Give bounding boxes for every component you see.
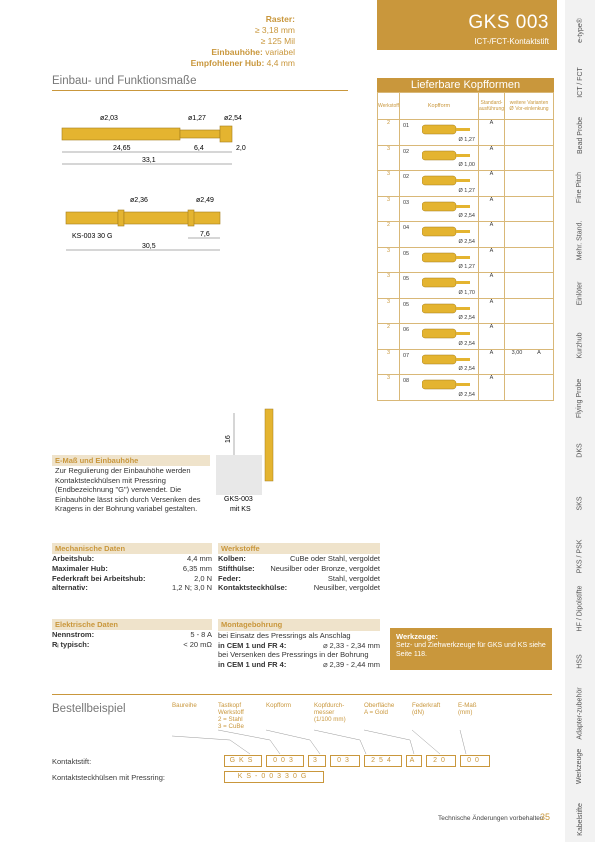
data-value: 1,2 N; 3,0 N [171,583,212,593]
side-tab[interactable] [565,526,595,586]
bohr-box [218,619,380,670]
spec-row [191,36,295,47]
cell-werkstoff: 3 [378,349,400,375]
probe-head-icon [422,123,470,136]
elek-title: Elektrische Daten [52,619,212,630]
bohr-line-3: bei Versenken des Pressrings in der Bohrung [218,650,369,660]
probe-head-icon [422,276,470,289]
data-row [218,583,380,593]
pin-d3: ø2,54 [224,115,242,122]
order-code-pin [224,755,494,767]
tools-title: Werkzeuge: [396,632,438,641]
cell-kopfform: 05 Ø 1,27 [399,247,478,273]
side-tab[interactable] [565,421,595,481]
probe-head-icon [422,174,470,187]
cell-weitere [505,324,554,350]
cell-weitere [505,273,554,299]
side-tab-label: Kurzhub [576,332,584,359]
divider [52,90,348,91]
cell-werkstoff: 3 [378,171,400,197]
sleeve-d2: ø2,49 [196,197,214,204]
order-hdr-emass: E-Maß (mm) [458,702,477,716]
side-tab-label: Kabelstifte [576,802,584,836]
pin-l1: 24,65 [113,145,131,152]
spec-summary [191,14,295,69]
mech-box [52,543,212,593]
bohr-key-2: in CEM 1 und FR 4: [218,640,287,650]
cell-kopfform: 05 Ø 1,70 [399,273,478,299]
cell-weitere: 3,00 A [505,349,554,375]
table-row [378,349,554,375]
bohr-val-2: ⌀ 2,33 - 2,34 mm [322,640,380,650]
sleeve-d1: ø2,36 [130,197,148,204]
data-row [52,630,212,640]
sleeve-total: 30,5 [142,243,156,250]
cell-standard: A [478,222,504,248]
cell-werkstoff: 3 [378,196,400,222]
cell-weitere [505,298,554,324]
order-hdr-feder: Federkraft (dN) [412,702,441,716]
side-tab[interactable] [565,0,595,60]
spec-row [191,47,295,58]
col-werkstoff: Werkstoff [378,93,400,120]
spec-label: Raster: [265,14,295,24]
data-key: Maximaler Hub: [52,563,108,573]
cell-standard: A [478,145,504,171]
data-row [218,574,380,584]
side-tab[interactable] [565,263,595,323]
order-hdr-ober: Oberfläche A = Gold [364,702,395,716]
cell-weitere [505,247,554,273]
data-value: < 20 mΩ [183,639,212,649]
order-code-segment: 3 [308,755,326,767]
cell-kopfform: 03 Ø 2,54 [399,196,478,222]
side-tab[interactable] [565,789,595,849]
side-tab-label: DKS [576,443,584,458]
order-hdr-kopfform: Kopfform [266,702,291,709]
side-tab-label: Flying Probe [576,378,584,418]
werk-box [218,543,380,593]
head-forms-title: Lieferbare Kopfformen [377,78,554,92]
cell-werkstoff: 2 [378,324,400,350]
cell-kopfform: 02 Ø 1,00 [399,145,478,171]
cell-werkstoff: 3 [378,247,400,273]
mount-height: 16 [225,435,232,443]
cell-standard: A [478,120,504,146]
mount-drawing [216,405,286,515]
pin-l3: 2,0 [236,145,246,152]
dimensions-title: Einbau- und Funktionsmaße [52,75,197,87]
order-code-segment: GKS [224,755,262,767]
probe-head-icon [422,200,470,213]
probe-head-icon [422,327,470,340]
side-tab-label: Einlöter [576,281,584,305]
probe-head-icon [422,225,470,238]
cell-standard: A [478,273,504,299]
order-hdr-kopfd: Kopfdurch- messer (1/100 mm) [314,702,346,723]
order-hdr-tastkopf: Tastkopf Werkstoff 2 = Stahl 3 = CuBe [218,702,244,730]
data-row [218,564,380,574]
probe-head-icon [422,302,470,315]
col-kopfform: Kopfform [399,93,478,120]
cell-weitere [505,145,554,171]
page-title: GKS 003 [468,12,549,33]
data-row [52,564,212,574]
data-key: Federkraft bei Arbeitshub: [52,573,146,583]
probe-head-icon [422,149,470,162]
data-key: Kontaktsteckhülse: [218,583,288,593]
data-value: Stahl, vergoldet [327,573,380,583]
cell-werkstoff: 3 [378,273,400,299]
side-tab[interactable] [565,316,595,376]
data-row [52,583,212,593]
side-tab[interactable] [565,473,595,533]
data-key: Rᵢ typisch: [52,639,90,649]
col-weitere: weitere Varianten Ø Vor-einlenkung [505,93,554,120]
mount-caption-1: GKS-003 [224,496,253,503]
table-row [378,196,554,222]
cell-kopfform: 05 Ø 2,54 [399,298,478,324]
sleeve-label: KS-003 30 G [72,233,113,240]
bohr-val-4: ⌀ 2,39 - 2,44 mm [322,660,380,670]
cell-standard: A [478,247,504,273]
mount-caption-2: mit KS [230,506,251,513]
page-number: 35 [540,812,551,822]
cell-werkstoff: 3 [378,375,400,401]
pin-total: 33,1 [142,157,156,164]
side-tab[interactable] [565,579,595,639]
spec-value: variabel [265,47,295,57]
data-key: Feder: [218,573,241,583]
data-row [52,554,212,564]
werk-rows [218,554,380,593]
cell-standard: A [478,171,504,197]
probe-head-icon [422,353,470,366]
data-value: Neusilber, vergoldet [313,583,380,593]
order-code-segment: 03 [330,755,360,767]
title-banner [377,0,557,50]
table-row [378,375,554,401]
page-subtitle: ICT-/FCT-Kontaktstift [474,37,549,46]
emass-box [52,455,210,514]
spec-label: Einbauhöhe: [211,47,263,57]
cell-weitere [505,196,554,222]
side-tab-label: Adapter-zubehör [576,687,584,740]
side-tab-label: PKS / PSK [576,539,584,573]
side-tab-label: Bead Probe [576,116,584,154]
emass-title: E-Maß und Einbauhöhe [52,455,210,466]
side-tab-label: SKS [576,496,584,511]
probe-head-icon [422,251,470,264]
spec-label: Empfohlener Hub: [190,58,265,68]
cell-kopfform: 01 Ø 1,27 [399,120,478,146]
data-row [52,574,212,584]
cell-weitere [505,171,554,197]
head-forms-table [377,78,554,401]
order-code-segment: 254 [364,755,402,767]
spec-value: ≥ 125 Mil [260,36,295,46]
spec-row [191,14,295,25]
cell-werkstoff: 3 [378,145,400,171]
pin-l2: 6,4 [194,145,204,152]
cell-weitere [505,222,554,248]
cell-kopfform: 08 Ø 2,54 [399,375,478,401]
side-tab[interactable] [565,684,595,744]
side-tab-label: ICT / FCT [576,67,584,98]
data-value: Neusilber oder Bronze, vergoldet [270,563,380,573]
cell-werkstoff: 2 [378,120,400,146]
side-tab[interactable] [565,210,595,270]
sleeve-l1: 7,6 [200,231,210,238]
spec-value: 4,4 mm [266,58,295,68]
data-value: 2,0 N [194,573,212,583]
cell-werkstoff: 2 [378,222,400,248]
side-tab[interactable] [565,105,595,165]
data-value: 4,4 mm [186,554,212,563]
data-key: Kolben: [218,554,246,563]
table-row [378,120,554,146]
order-code-segment: 00 [460,755,490,767]
side-tab-bar [565,0,595,842]
pin-drawings [58,108,278,258]
order-code-sleeve: KS-00330G [224,771,324,783]
cell-kopfform: 07 Ø 2,54 [399,349,478,375]
cell-weitere [505,375,554,401]
spec-value: ≥ 3,18 mm [254,25,295,35]
elek-rows [52,630,212,650]
probe-head-icon [422,378,470,391]
data-value: CuBe oder Stahl, vergoldet [289,554,380,563]
cell-standard: A [478,324,504,350]
divider [52,694,552,695]
data-value: 5 - 8 A [190,630,212,639]
cell-standard: A [478,375,504,401]
emass-text: Zur Regulierung der Einbauhöhe werden Kontaktsteckhülsen mit Pressring (Endbezeichnung "G") verwendet. Die Einbauhöhe lässt sich durch Versenken des Kragens in der Bohrung variabel gestalten. [55,466,201,513]
side-tab-label: HF / Dipolstifte [576,585,584,632]
bohr-key-4: in CEM 1 und FR 4: [218,660,287,670]
side-tab-label: Fine Pitch [576,172,584,204]
order-connectors [170,728,500,756]
side-tab[interactable] [565,736,595,796]
col-standard: Standard-ausführung [478,93,504,120]
order-code-segment: A [406,755,422,767]
head-forms-grid [377,92,554,401]
bohr-title: Montagebohrung [218,619,380,631]
cell-standard: A [478,298,504,324]
table-row [378,298,554,324]
data-key: Arbeitshub: [52,554,95,563]
data-row [52,640,212,650]
side-tab-label: e-type® [576,17,584,43]
spec-row [191,25,295,36]
cell-standard: A [478,349,504,375]
order-code-segment: 003 [266,755,304,767]
table-row [378,247,554,273]
data-key: Nennstrom: [52,630,95,639]
data-row [218,554,380,564]
side-tab[interactable] [565,368,595,428]
spec-row [191,58,295,69]
side-tab-label: Mehr. Stand. [576,220,584,261]
bohr-line-1: bei Einsatz des Pressrings als Anschlag [218,630,351,640]
table-row [378,222,554,248]
order-title: Bestellbeispiel [52,703,126,715]
pin-d2: ø1,27 [188,115,206,122]
table-row [378,324,554,350]
cell-weitere [505,120,554,146]
order-label-pin: Kontaktstift: [52,757,92,766]
order-code-segment: 20 [426,755,456,767]
tools-box [390,628,552,670]
cell-kopfform: 02 Ø 1,27 [399,171,478,197]
pin-d1: ø2,03 [100,115,118,122]
mech-title: Mechanische Daten [52,543,212,554]
tools-text: Setz- und Ziehwerkzeuge für GKS und KS siehe Seite 118. [396,642,546,658]
werk-title: Werkstoffe [218,543,380,554]
order-hdr-baureihe: Baureihe [172,702,197,709]
table-row [378,145,554,171]
data-key: Stifthülse: [218,563,255,573]
cell-kopfform: 06 Ø 2,54 [399,324,478,350]
data-key: alternativ: [52,583,88,593]
elek-box [52,619,212,650]
side-tab[interactable] [565,631,595,691]
side-tab[interactable] [565,53,595,113]
side-tab[interactable] [565,158,595,218]
table-row [378,273,554,299]
cell-standard: A [478,196,504,222]
order-label-sleeve: Kontaktsteckhülsen mit Pressring: [52,773,165,782]
cell-werkstoff: 3 [378,298,400,324]
cell-kopfform: 04 Ø 2,54 [399,222,478,248]
mech-rows [52,554,212,593]
footer-note: Technische Änderungen vorbehalten [438,815,544,822]
side-tab-label: Werkzeuge [576,748,584,785]
side-tab-label: HSS [576,653,584,669]
data-value: 6,35 mm [182,563,212,573]
table-row [378,171,554,197]
